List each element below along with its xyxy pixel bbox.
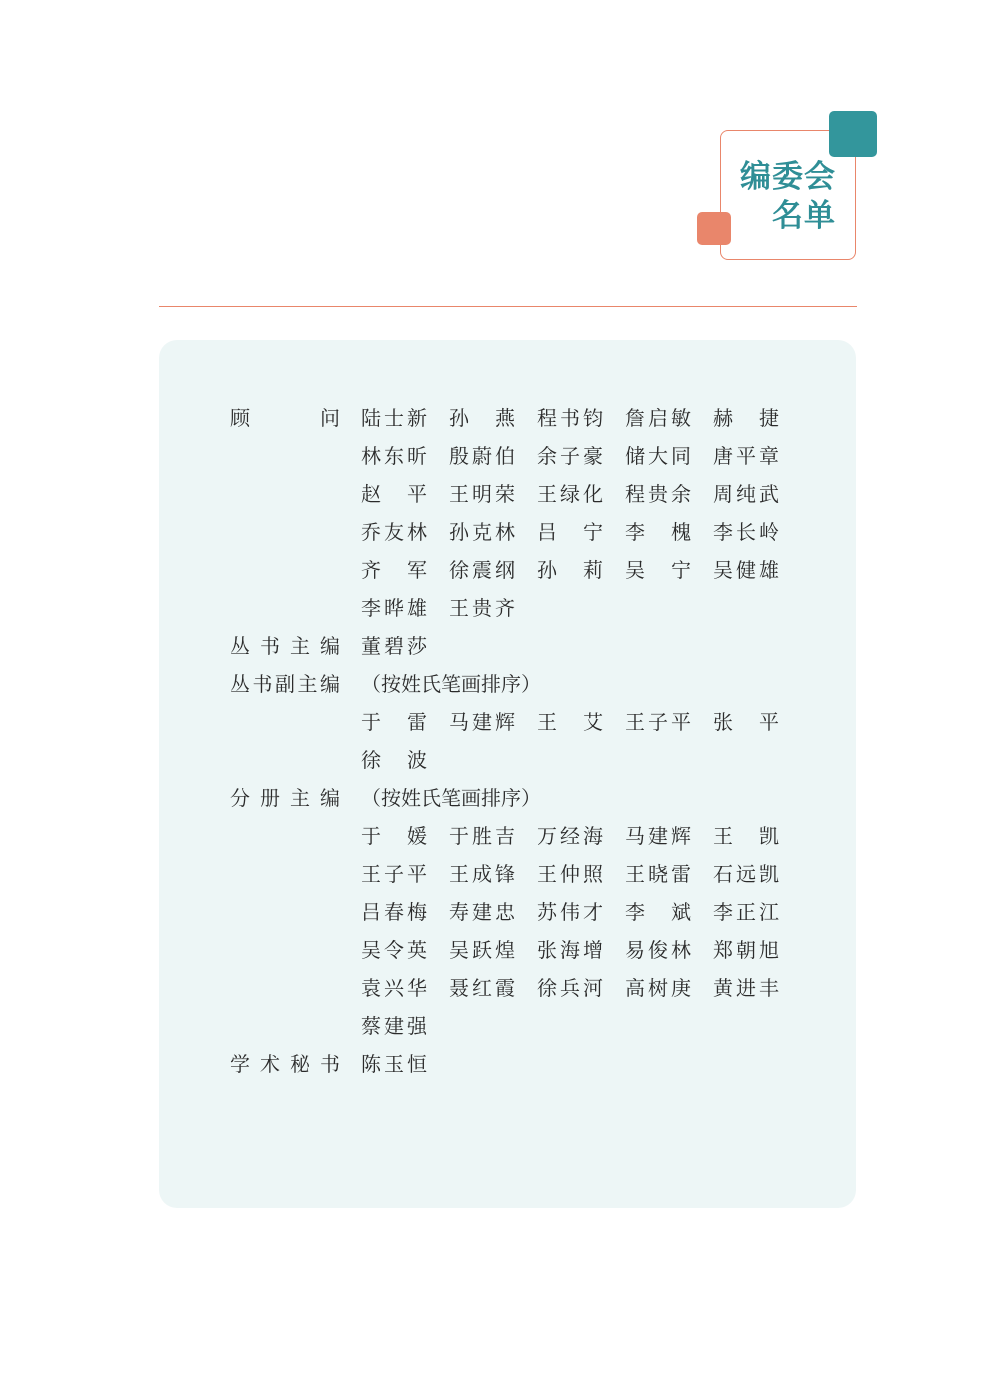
member-name: 吴 令 英 bbox=[361, 938, 427, 962]
member-name: 赵 平 bbox=[361, 482, 427, 506]
section-label: 学 术 秘 书 bbox=[230, 1052, 340, 1076]
member-name: 孙 克 林 bbox=[449, 520, 515, 544]
member-name: 李 正 江 bbox=[713, 900, 779, 924]
member-name: 王 贵 齐 bbox=[449, 596, 515, 620]
member-name: 石 远 凯 bbox=[713, 862, 779, 886]
section-label: 丛 书 副 主 编 bbox=[230, 672, 340, 696]
member-name: 陈 玉 恒 bbox=[361, 1052, 427, 1076]
member-name: 王 成 锋 bbox=[449, 862, 515, 886]
member-name: 林 东 昕 bbox=[361, 444, 427, 468]
member-name: 高 树 庚 bbox=[625, 976, 691, 1000]
title-accent-teal-square bbox=[829, 111, 877, 157]
member-name: 王 子 平 bbox=[625, 710, 691, 734]
member-name: 吕 春 梅 bbox=[361, 900, 427, 924]
member-name: 程 贵 余 bbox=[625, 482, 691, 506]
member-name: 李 晔 雄 bbox=[361, 596, 427, 620]
member-name: 蔡 建 强 bbox=[361, 1014, 427, 1038]
member-name: 马 建 辉 bbox=[625, 824, 691, 848]
member-name: 聂 红 霞 bbox=[449, 976, 515, 1000]
member-name: 于 雷 bbox=[361, 710, 427, 734]
member-name: 黄 进 丰 bbox=[713, 976, 779, 1000]
title-accent-orange-square bbox=[697, 212, 731, 245]
sort-order-note: （按姓氏笔画排序） bbox=[361, 786, 541, 810]
member-name: 吴 跃 煌 bbox=[449, 938, 515, 962]
member-name: 李 斌 bbox=[625, 900, 691, 924]
member-name: 李 长 岭 bbox=[713, 520, 779, 544]
member-name: 王 绿 化 bbox=[537, 482, 603, 506]
member-name: 袁 兴 华 bbox=[361, 976, 427, 1000]
member-name: 苏 伟 才 bbox=[537, 900, 603, 924]
member-name: 陆 士 新 bbox=[361, 406, 427, 430]
member-name: 储 大 同 bbox=[625, 444, 691, 468]
member-name: 郑 朝 旭 bbox=[713, 938, 779, 962]
member-name: 万 经 海 bbox=[537, 824, 603, 848]
member-name: 于 胜 吉 bbox=[449, 824, 515, 848]
member-name: 徐 波 bbox=[361, 748, 427, 772]
member-name: 吴 宁 bbox=[625, 558, 691, 582]
member-name: 程 书 钧 bbox=[537, 406, 603, 430]
member-name: 齐 军 bbox=[361, 558, 427, 582]
member-name: 徐 兵 河 bbox=[537, 976, 603, 1000]
section-label: 分 册 主 编 bbox=[230, 786, 340, 810]
header-divider bbox=[159, 306, 857, 307]
member-name: 王 子 平 bbox=[361, 862, 427, 886]
section-label: 顾 问 bbox=[230, 406, 340, 430]
member-name: 殷 蔚 伯 bbox=[449, 444, 515, 468]
member-name: 张 海 增 bbox=[537, 938, 603, 962]
member-name: 孙 燕 bbox=[449, 406, 515, 430]
member-name: 王 仲 照 bbox=[537, 862, 603, 886]
member-name: 易 俊 林 bbox=[625, 938, 691, 962]
member-name: 赫 捷 bbox=[713, 406, 779, 430]
member-name: 孙 莉 bbox=[537, 558, 603, 582]
member-name: 于 媛 bbox=[361, 824, 427, 848]
member-name: 王 明 荣 bbox=[449, 482, 515, 506]
member-name: 吴 健 雄 bbox=[713, 558, 779, 582]
member-name: 唐 平 章 bbox=[713, 444, 779, 468]
member-name: 王 凯 bbox=[713, 824, 779, 848]
member-name: 余 子 豪 bbox=[537, 444, 603, 468]
page-title-line-1: 编委会 bbox=[740, 159, 836, 195]
member-name: 寿 建 忠 bbox=[449, 900, 515, 924]
member-name: 王 艾 bbox=[537, 710, 603, 734]
page-title-line-2: 名单 bbox=[772, 198, 836, 234]
member-name: 吕 宁 bbox=[537, 520, 603, 544]
sort-order-note: （按姓氏笔画排序） bbox=[361, 672, 541, 696]
member-name: 王 晓 雷 bbox=[625, 862, 691, 886]
member-name: 张 平 bbox=[713, 710, 779, 734]
section-label: 丛 书 主 编 bbox=[230, 634, 340, 658]
member-name: 詹 启 敏 bbox=[625, 406, 691, 430]
member-name: 马 建 辉 bbox=[449, 710, 515, 734]
member-name: 徐 震 纲 bbox=[449, 558, 515, 582]
member-name: 乔 友 林 bbox=[361, 520, 427, 544]
member-name: 董 碧 莎 bbox=[361, 634, 427, 658]
member-name: 李 槐 bbox=[625, 520, 691, 544]
member-name: 周 纯 武 bbox=[713, 482, 779, 506]
